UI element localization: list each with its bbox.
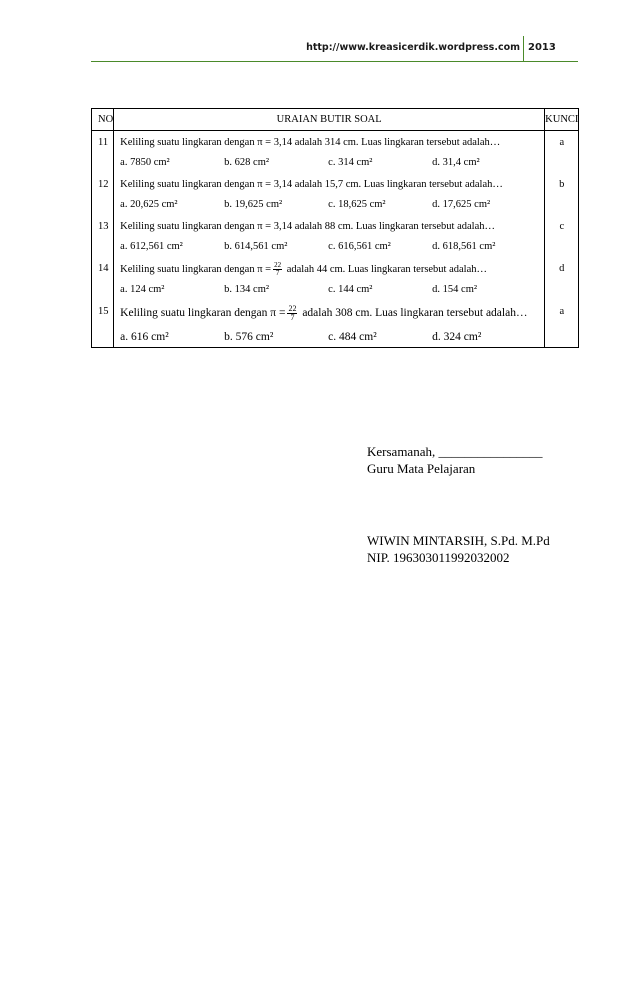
answer-key: b xyxy=(545,173,579,215)
header-no: NO xyxy=(92,109,114,131)
question-table xyxy=(91,108,579,348)
fraction-denominator: 7 xyxy=(290,313,295,322)
option-c: c. 18,625 cm² xyxy=(328,199,386,210)
question-text: Keliling suatu lingkaran dengan π = 3,14 adalah 88 cm. Luas lingkaran tersebut adalah… xyxy=(120,221,495,232)
question-text: Keliling suatu lingkaran dengan π = 3,14 adalah 314 cm. Luas lingkaran tersebut adalah… xyxy=(120,137,501,148)
option-a: a. 612,561 cm² xyxy=(120,241,183,252)
signature-role: Guru Mata Pelajaran xyxy=(367,461,476,476)
question-number: 13 xyxy=(92,215,114,257)
question-text-after: adalah 308 cm. Luas lingkaran tersebut adalah… xyxy=(302,307,528,320)
answer-options xyxy=(120,283,536,300)
table-row xyxy=(92,257,579,300)
option-c: c. 144 cm² xyxy=(328,284,373,295)
option-d: d. 17,625 cm² xyxy=(432,199,491,210)
option-c: c. 616,561 cm² xyxy=(328,241,391,252)
fraction-denominator: 7 xyxy=(275,269,280,277)
option-c: c. 484 cm² xyxy=(328,331,377,344)
answer-options xyxy=(120,330,536,347)
question-number: 15 xyxy=(92,300,114,348)
option-a: a. 20,625 cm² xyxy=(120,199,178,210)
header-kunci: KUNCI xyxy=(545,109,579,131)
option-b: b. 19,625 cm² xyxy=(224,199,283,210)
option-b: b. 134 cm² xyxy=(224,284,270,295)
fraction xyxy=(273,262,282,277)
question-number: 14 xyxy=(92,257,114,300)
table-row xyxy=(92,300,579,348)
option-b: b. 628 cm² xyxy=(224,157,270,168)
header-url: http://www.kreasicerdik.wordpress.com xyxy=(306,42,520,53)
option-d: d. 618,561 cm² xyxy=(432,241,496,252)
option-d: d. 31,4 cm² xyxy=(432,157,480,168)
option-a: a. 7850 cm² xyxy=(120,157,170,168)
answer-key: c xyxy=(545,215,579,257)
header-uraian: URAIAN BUTIR SOAL xyxy=(114,109,545,131)
header-year: 2013 xyxy=(528,42,556,53)
option-c: c. 314 cm² xyxy=(328,157,373,168)
question-text-after: adalah 44 cm. Luas lingkaran tersebut adalah… xyxy=(286,263,488,275)
question-text xyxy=(120,305,536,322)
option-b: b. 614,561 cm² xyxy=(224,241,288,252)
option-a: a. 124 cm² xyxy=(120,284,165,295)
option-b: b. 576 cm² xyxy=(224,331,274,344)
header-rule xyxy=(91,61,578,62)
answer-key: a xyxy=(545,131,579,174)
fraction-numerator: 22 xyxy=(288,304,297,313)
answer-options xyxy=(120,240,536,257)
answer-options xyxy=(120,156,536,173)
question-text-before: Keliling suatu lingkaran dengan π = xyxy=(120,263,272,275)
answer-key: d xyxy=(545,257,579,300)
question-text: Keliling suatu lingkaran dengan π = 3,14 adalah 15,7 cm. Luas lingkaran tersebut adalah… xyxy=(120,179,503,190)
question-text-before: Keliling suatu lingkaran dengan π = xyxy=(120,307,286,320)
fraction xyxy=(287,305,297,322)
signature-name: WIWIN MINTARSIH, S.Pd. M.Pd xyxy=(367,533,550,548)
table-row xyxy=(92,131,579,174)
option-d: d. 154 cm² xyxy=(432,284,478,295)
option-a: a. 616 cm² xyxy=(120,331,169,344)
signature-place-date: Kersamanah, ________________ xyxy=(367,444,543,459)
table-header-row xyxy=(92,109,579,131)
header-separator xyxy=(523,36,524,62)
signature-nip: NIP. 196303011992032002 xyxy=(367,550,510,565)
answer-key: a xyxy=(545,300,579,348)
question-text xyxy=(120,262,536,277)
option-d: d. 324 cm² xyxy=(432,331,482,344)
answer-options xyxy=(120,198,536,215)
table-row xyxy=(92,215,579,257)
question-number: 12 xyxy=(92,173,114,215)
fraction-numerator: 22 xyxy=(274,261,282,269)
question-number: 11 xyxy=(92,131,114,174)
table-row xyxy=(92,173,579,215)
